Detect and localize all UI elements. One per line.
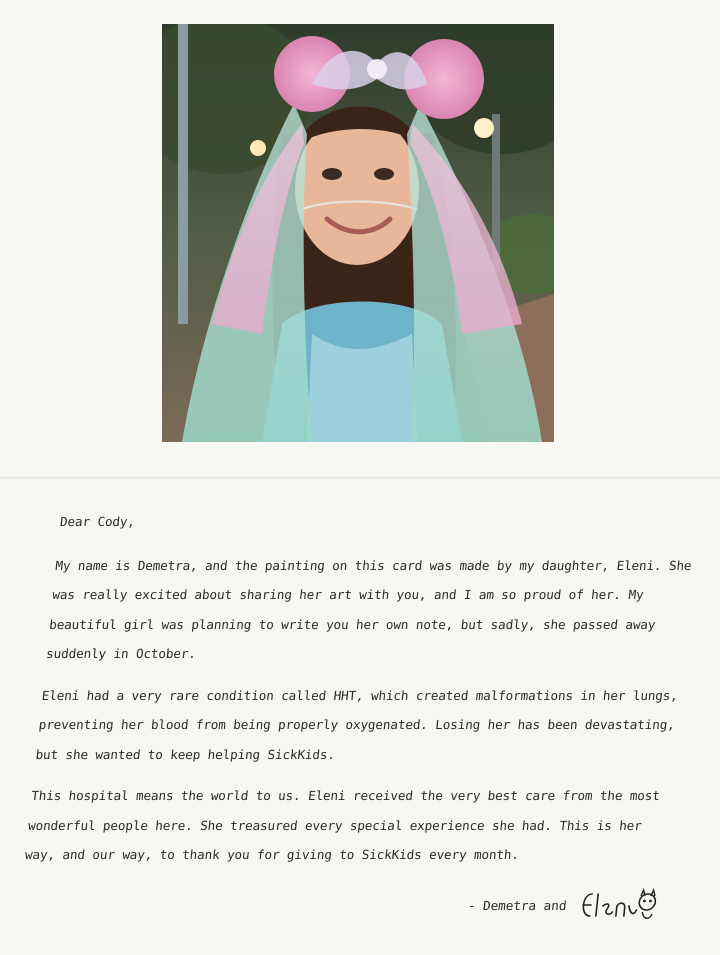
letter-signature	[466, 888, 658, 922]
letter-paragraph-2: Eleni had a very rare condition called HHT, which created malformations in her lungs, preventing her blood from being properly oxygenated. Losing her has been devastating, but she wanted to keep helping SickKids.	[34, 687, 679, 762]
photo-illustration	[162, 24, 554, 442]
eleni-handwritten-signature	[575, 888, 659, 922]
handwritten-letter	[22, 507, 701, 882]
photo-of-girl	[162, 24, 554, 442]
sign-off-text: - Demetra and	[467, 897, 568, 913]
letter-paragraph-1: My name is Demetra, and the painting on this card was made by my daughter, Eleni. She was really excited about sharing her art with you, and I am so proud of her. My beautiful girl was planning to write you her own note, but sadly, she passed away suddenly in October.	[45, 557, 693, 661]
letter-paragraph-3: This hospital means the world to us. Eleni received the very best care from the most wonderful people here. She treasured every special experience she had. This is her way, and our way, to thank you for giving to SickKids every month.	[24, 788, 661, 862]
letter-greeting: Dear Cody,	[59, 514, 136, 529]
